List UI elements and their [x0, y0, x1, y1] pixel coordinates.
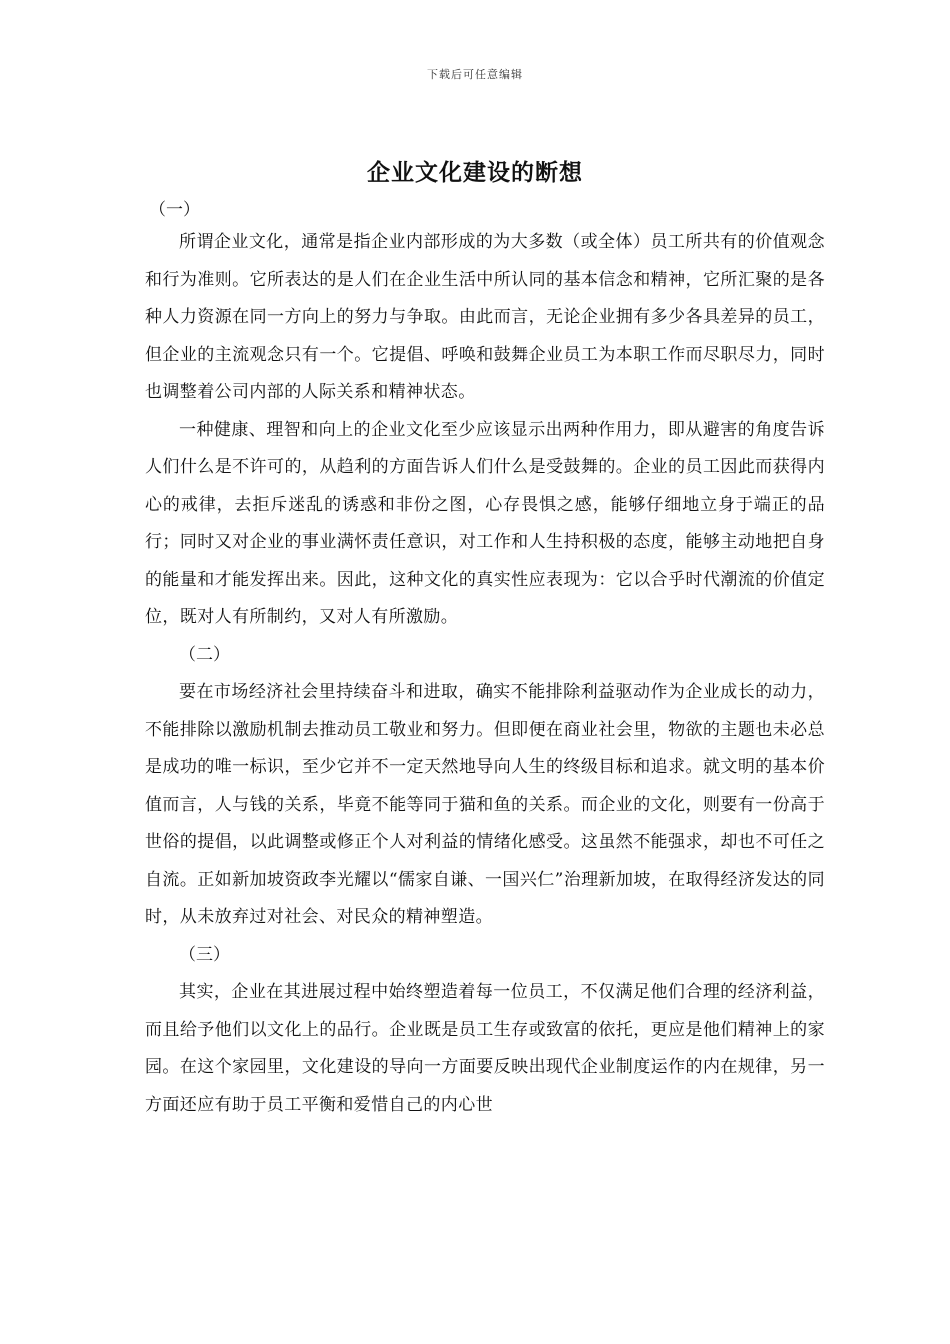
paragraph-1-1: 所谓企业文化，通常是指企业内部形成的为大多数（或全体）员工所共有的价值观念和行为准则。它所表达的是人们在企业生活中所认同的基本信念和精神，它所汇聚的是各种人力资源在同一方向上的努力与争取。由此而言，无论企业拥有多少各具差异的员工，但企业的主流观念只有一个。它提倡、呼唤和鼓舞企业员工为本职工作而尽职尽力，同时也调整着公司内部的人际关系和精神状态。 [145, 232, 825, 402]
document-title: 企业文化建设的断想 [367, 159, 583, 186]
section-heading-2: （二） [179, 644, 230, 665]
document-body [145, 196, 825, 1124]
header-note: 下载后可任意编辑 [427, 68, 523, 81]
section-heading-3: （三） [179, 944, 230, 965]
paragraph-1-2: 一种健康、理智和向上的企业文化至少应该显示出两种作用力，即从避害的角度告诉人们什么是不许可的，从趋利的方面告诉人们什么是受鼓舞的。企业的员工因此而获得内心的戒律，去拒斥迷乱的诱惑和非份之图，心存畏惧之感，能够仔细地立身于端正的品行；同时又对企业的事业满怀责任意识，对工作和人生持积极的态度，能够主动地把自身的能量和才能发挥出来。因此，这种文化的真实性应表现为：它以合乎时代潮流的价值定位，既对人有所制约，又对人有所激励。 [145, 419, 825, 627]
paragraph-3-1: 其实，企业在其进展过程中始终塑造着每一位员工，不仅满足他们合理的经济利益，而且给予他们以文化上的品行。企业既是员工生存或致富的依托，更应是他们精神上的家园。在这个家园里，文化建设的导向一方面要反映出现代企业制度运作的内在规律，另一方面还应有助于员工平衡和爱惜自己的内心世 [145, 982, 825, 1115]
paragraph-2-1: 要在市场经济社会里持续奋斗和进取，确实不能排除利益驱动作为企业成长的动力，不能排除以激励机制去推动员工敬业和努力。但即便在商业社会里，物欲的主题也未必总是成功的唯一标识，至少它并不一定天然地导向人生的终级目标和追求。就文明的基本价值而言，人与钱的关系，毕竟不能等同于猫和鱼的关系。而企业的文化，则要有一份高于世俗的提倡，以此调整或修正个人对利益的情绪化感受。这虽然不能强求，却也不可任之自流。正如新加坡资政李光耀以“儒家自谦、一国兴仁”治理新加坡，在取得经济发达的同时，从未放弃过对社会、对民众的精神塑造。 [145, 682, 825, 927]
section-heading-1: （一） [149, 200, 200, 220]
